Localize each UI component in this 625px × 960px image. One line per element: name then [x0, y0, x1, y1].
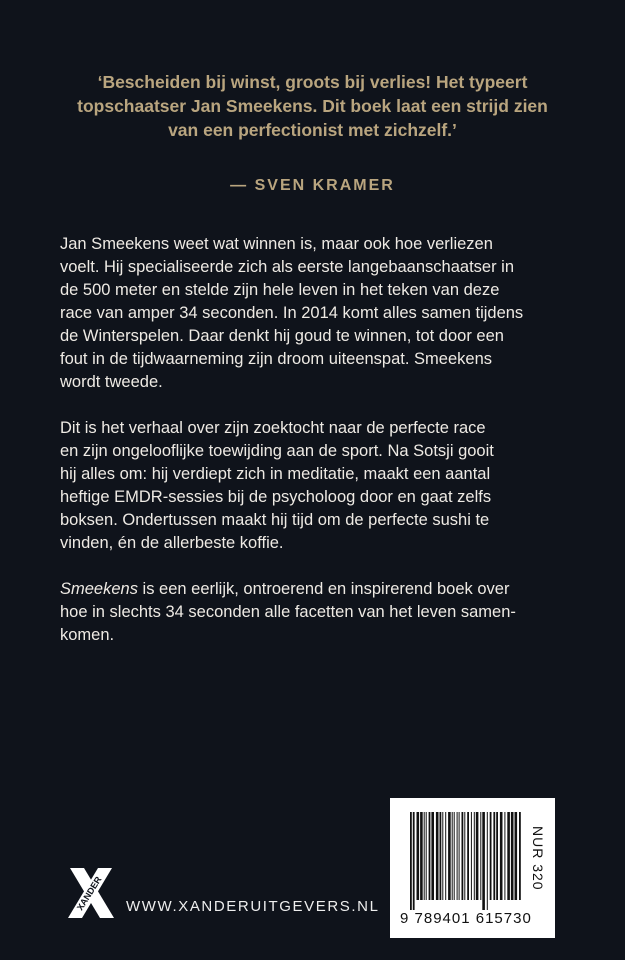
barcode-bar	[515, 812, 518, 900]
barcode-bar	[426, 812, 427, 900]
quote-line: topschaatser Jan Smeekens. Dit boek laat een strijd zien	[77, 96, 548, 116]
barcode-bar	[436, 812, 439, 900]
blurb-line: wordt tweede.	[60, 373, 163, 391]
barcode-bar	[431, 812, 434, 900]
barcode-bars	[410, 812, 522, 910]
barcode-bar	[410, 812, 412, 910]
barcode-bar	[464, 812, 465, 900]
barcode-bar	[504, 812, 505, 900]
blurb	[60, 233, 580, 670]
xander-logo-icon	[68, 868, 116, 918]
blurb-line: komen.	[60, 626, 115, 644]
barcode-bar	[467, 812, 469, 900]
isbn-barcode	[390, 798, 555, 938]
isbn-number: 9 789401 615730	[400, 910, 532, 927]
blurb-line: boksen. Ondertussen maakt hij tijd om de perfecte sushi te	[60, 511, 490, 529]
blurb-line: hoe in slechts 34 seconden alle facetten van het leven samen-	[60, 603, 516, 621]
blurb-line: Jan Smeekens weet wat winnen is, maar ook hoe verliezen	[60, 235, 493, 253]
barcode-bar	[417, 812, 420, 900]
barcode-bar	[511, 812, 514, 900]
barcode-bar	[452, 812, 453, 900]
blurb-line: fout in de tijdwaarneming zijn droom uiteenspat. Smeekens	[60, 350, 492, 368]
barcode-bar	[471, 812, 472, 900]
barcode-bar	[424, 812, 425, 900]
quote-line: ‘Bescheiden bij winst, groots bij verlies! Het typeert	[97, 72, 528, 92]
blurb-paragraph-1	[60, 233, 580, 394]
barcode-bar	[448, 812, 451, 900]
blurb-line: hij alles om: hij verdiept zich in meditatie, maakt een aantal	[60, 465, 491, 483]
barcode-bar	[496, 812, 498, 900]
barcode-bar	[474, 812, 475, 900]
barcode-bar	[459, 812, 460, 900]
barcode-bar	[420, 812, 423, 900]
blurb-line: de 500 meter en stelde zijn hele leven in het teken van deze	[60, 281, 500, 299]
blurb-line: en zijn ongelooflijke toewijding aan de sport. Na Sotsji gooit	[60, 442, 494, 460]
blurb-paragraph-3	[60, 578, 580, 647]
svg-text:XANDER: XANDER	[74, 874, 104, 913]
blurb-line: heftige EMDR-sessies bij de psycholoog door en gaat zelfs	[60, 488, 492, 506]
barcode-bar	[507, 812, 510, 900]
barcode-bar	[413, 812, 415, 910]
barcode-bar	[442, 812, 443, 900]
barcode-bar	[462, 812, 464, 900]
quote-attribution: — SVEN KRAMER	[230, 177, 395, 194]
blurb-line: voelt. Hij specialiseerde zich als eerste langebaanschaatser in	[60, 258, 514, 276]
barcode-bar	[480, 812, 481, 900]
barcode-bar	[500, 812, 503, 900]
barcode-bar	[487, 812, 488, 910]
barcode-bar	[454, 812, 455, 900]
blurb-line: de Winterspelen. Daar denkt hij goud te winnen, tot door een	[60, 327, 504, 345]
barcode-bar	[440, 812, 442, 900]
barcode-bar	[519, 812, 521, 900]
blurb-line: race van amper 34 seconden. In 2014 komt alles samen tijdens	[60, 304, 524, 322]
blurb-line: Dit is het verhaal over zijn zoektocht naar de perfecte race	[60, 419, 486, 437]
quote-line: van een perfectionist met zichzelf.’	[168, 120, 457, 140]
publisher-url[interactable]: WWW.XANDERUITGEVERS.NL	[126, 898, 380, 915]
endorsement-quote	[20, 70, 605, 142]
barcode-bar	[457, 812, 458, 900]
blurb-line	[60, 578, 580, 601]
blurb-text: is een eerlijk, ontroerend en inspirerend boek over	[137, 580, 510, 598]
barcode-bar	[445, 812, 446, 900]
nur-code: NUR 320	[530, 826, 546, 891]
blurb-line: vinden, én de allerbeste koffie.	[60, 534, 284, 552]
barcode-bar	[476, 812, 479, 900]
barcode-bar	[482, 812, 485, 910]
blurb-paragraph-2	[60, 417, 580, 555]
barcode-bar	[490, 812, 492, 900]
barcode-bar	[429, 812, 431, 900]
barcode-bar	[493, 812, 495, 900]
book-title: Smeekens	[60, 580, 138, 598]
